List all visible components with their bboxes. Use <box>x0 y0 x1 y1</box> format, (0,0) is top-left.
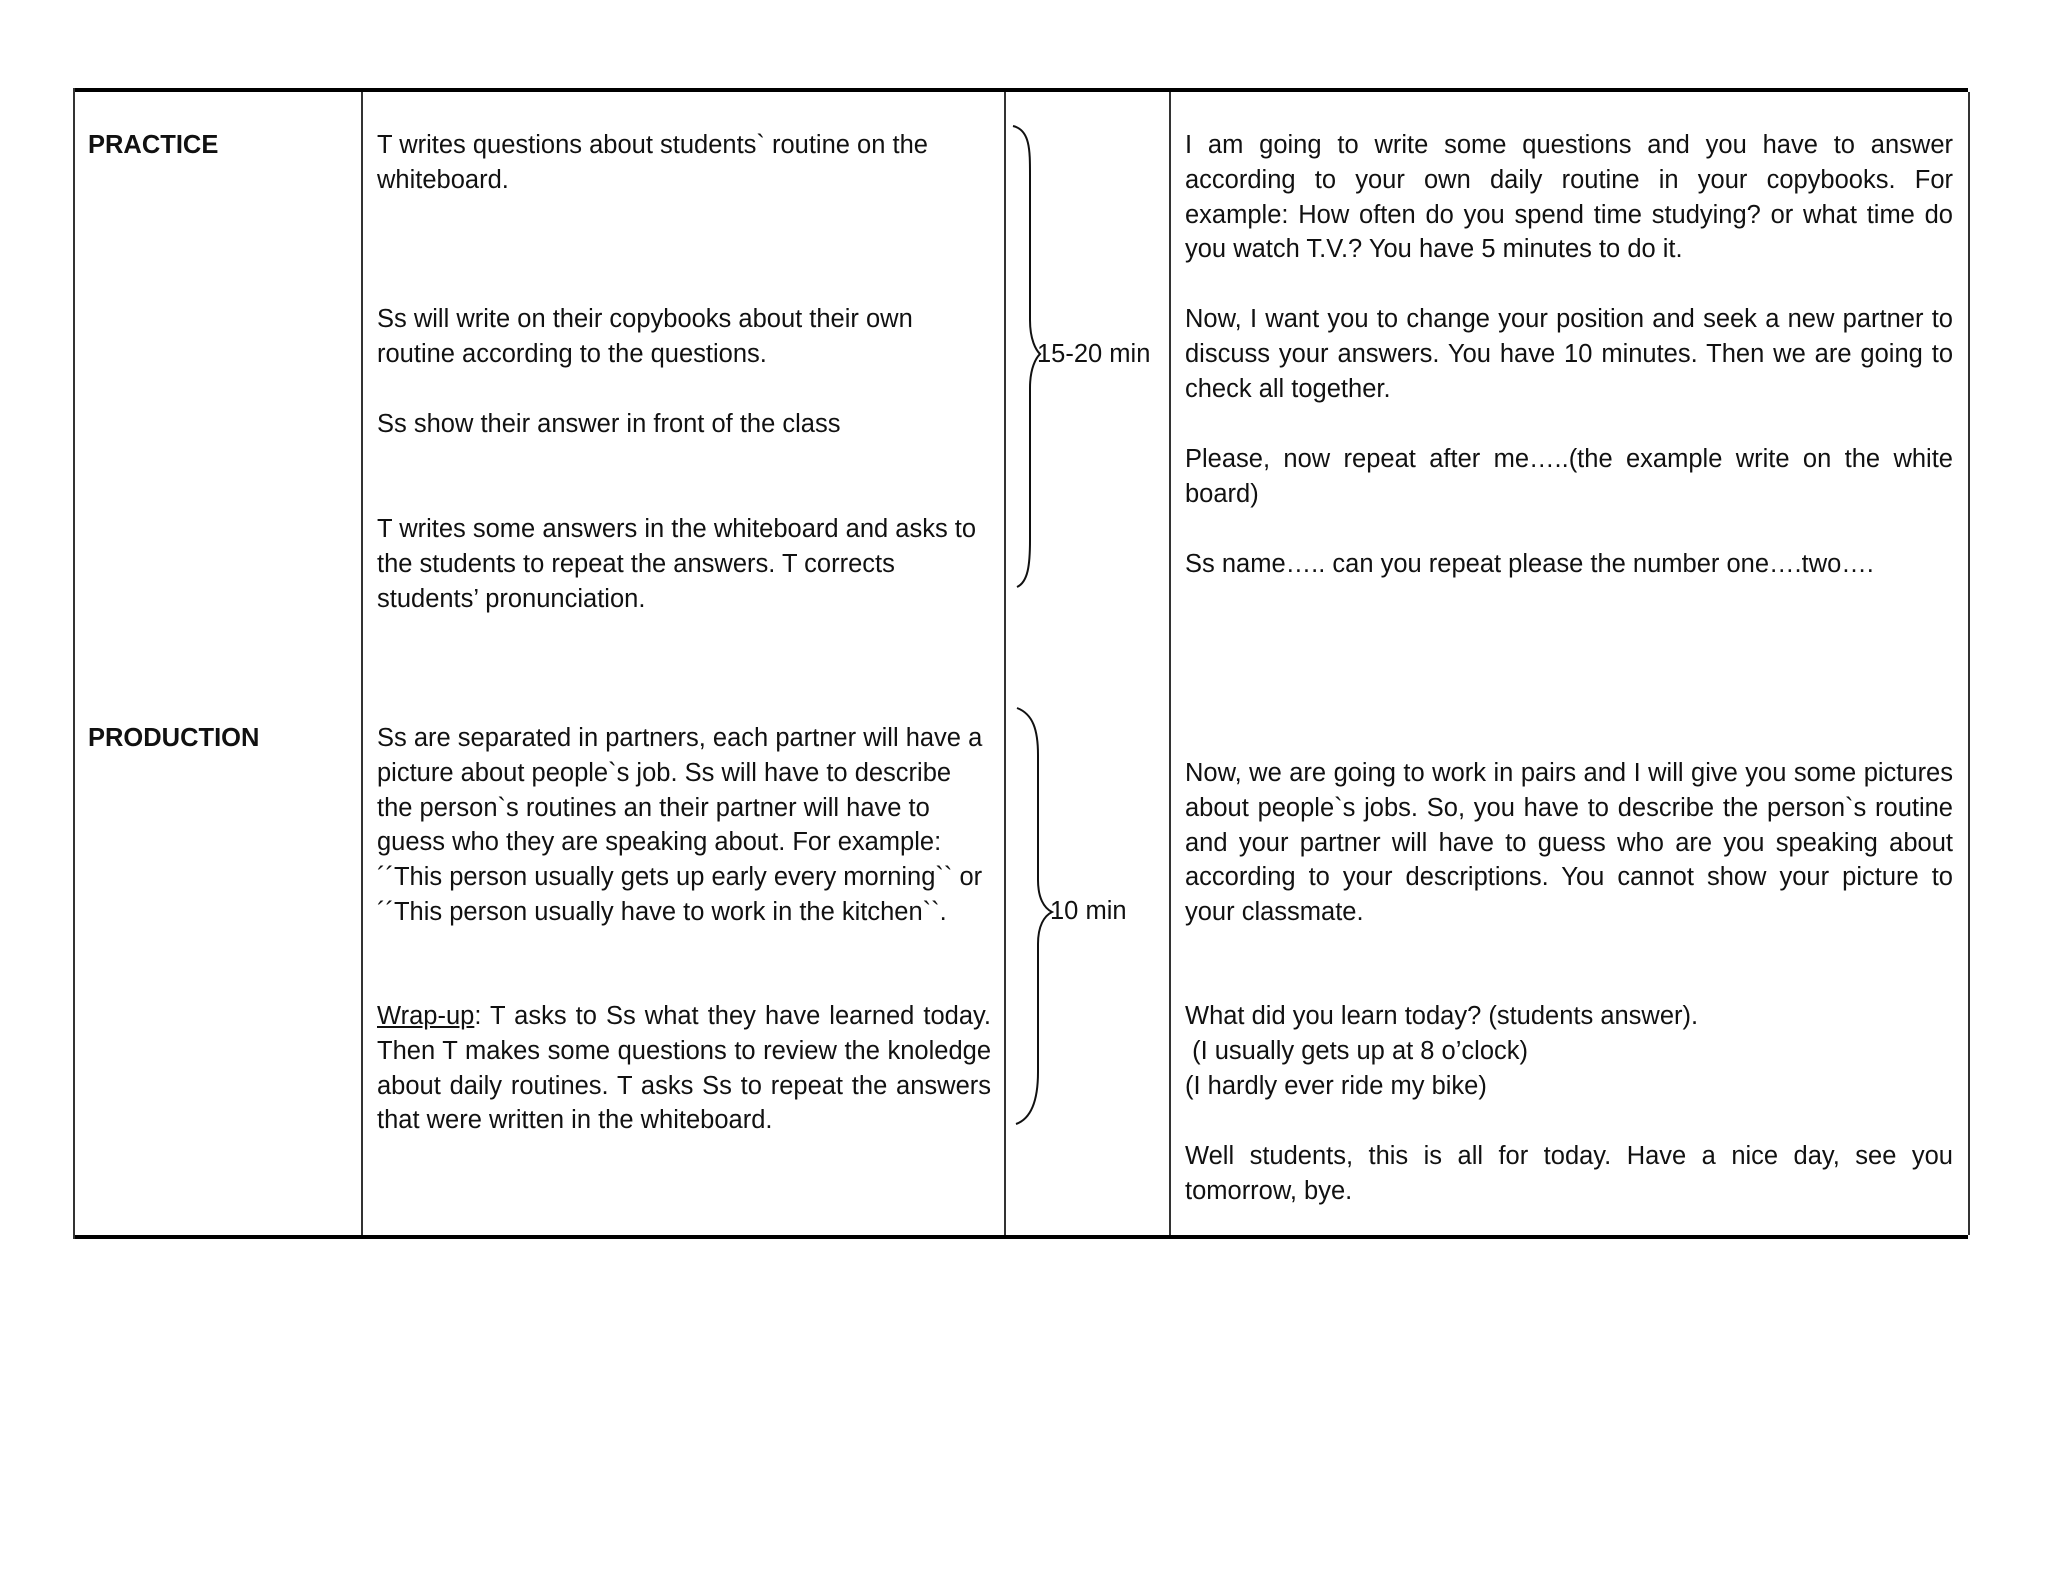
wrapup-label: Wrap-up <box>377 1002 475 1030</box>
column-divider <box>361 92 363 1235</box>
wrapup-text: : T asks to Ss what they have learned today. Then T makes some questions to review the knoledge about daily routines. T asks Ss to repeat the answers that were written in the whiteboard. <box>377 1002 991 1135</box>
practice-activity-1: T writes questions about students` routine on the whiteboard. <box>377 131 928 194</box>
production-time: 10 min <box>1050 897 1127 925</box>
stage-label-production: PRODUCTION <box>88 724 260 752</box>
column-divider <box>1004 92 1006 1235</box>
practice-activity-3: Ss show their answer in front of the class <box>377 410 841 438</box>
column-divider <box>1169 92 1171 1235</box>
production-teacher-talk-5: Well students, this is all for today. Have a nice day, see you tomorrow, bye. <box>1185 1142 1953 1205</box>
table-right-border <box>1968 92 1970 1235</box>
stage-label-practice: PRACTICE <box>88 131 219 159</box>
practice-activity-2: Ss will write on their copybooks about their own routine according to the questions. <box>377 305 913 368</box>
production-teacher-talk-2: What did you learn today? (students answer). <box>1185 1002 1699 1030</box>
table-left-border <box>73 88 75 1239</box>
production-teacher-talk-1: Now, we are going to work in pairs and I will give you some pictures about people`s jobs. So, you have to describe the person`s routine and your partner will have to guess who are you speaking about according to your descriptions. You cannot show your picture to your classmate. <box>1185 759 1953 927</box>
practice-time: 15-20 min <box>1037 340 1151 368</box>
practice-teacher-talk-3: Please, now repeat after me…..(the example write on the white board) <box>1185 445 1953 508</box>
production-activity: Ss are separated in partners, each partner will have a picture about people`s job. Ss will have to describe the person`s routines an their partner will have to guess who they are speaking about. For example: ´´This person usually gets up early every morning`` or ´´This person usually have to work in the kitchen``. <box>377 724 983 926</box>
practice-teacher-talk-2: Now, I want you to change your position and seek a new partner to discuss your answers. You have 10 minutes. Then we are going to check all together. <box>1185 305 1953 403</box>
practice-teacher-talk-1: I am going to write some questions and you have to answer according to your own daily routine in your copybooks. For example: How often do you spend time studying? or what time do you watch T.V.? You have 5 minutes to do it. <box>1185 131 1953 264</box>
practice-teacher-talk-4: Ss name….. can you repeat please the number one….two…. <box>1185 550 1874 578</box>
practice-activity-4: T writes some answers in the whiteboard and asks to the students to repeat the answers. T corrects students’ pronunciation. <box>377 515 977 613</box>
production-teacher-talk-4: (I hardly ever ride my bike) <box>1185 1072 1487 1100</box>
production-wrapup <box>377 999 991 1138</box>
production-teacher-talk-3: (I usually gets up at 8 o’clock) <box>1185 1037 1528 1065</box>
